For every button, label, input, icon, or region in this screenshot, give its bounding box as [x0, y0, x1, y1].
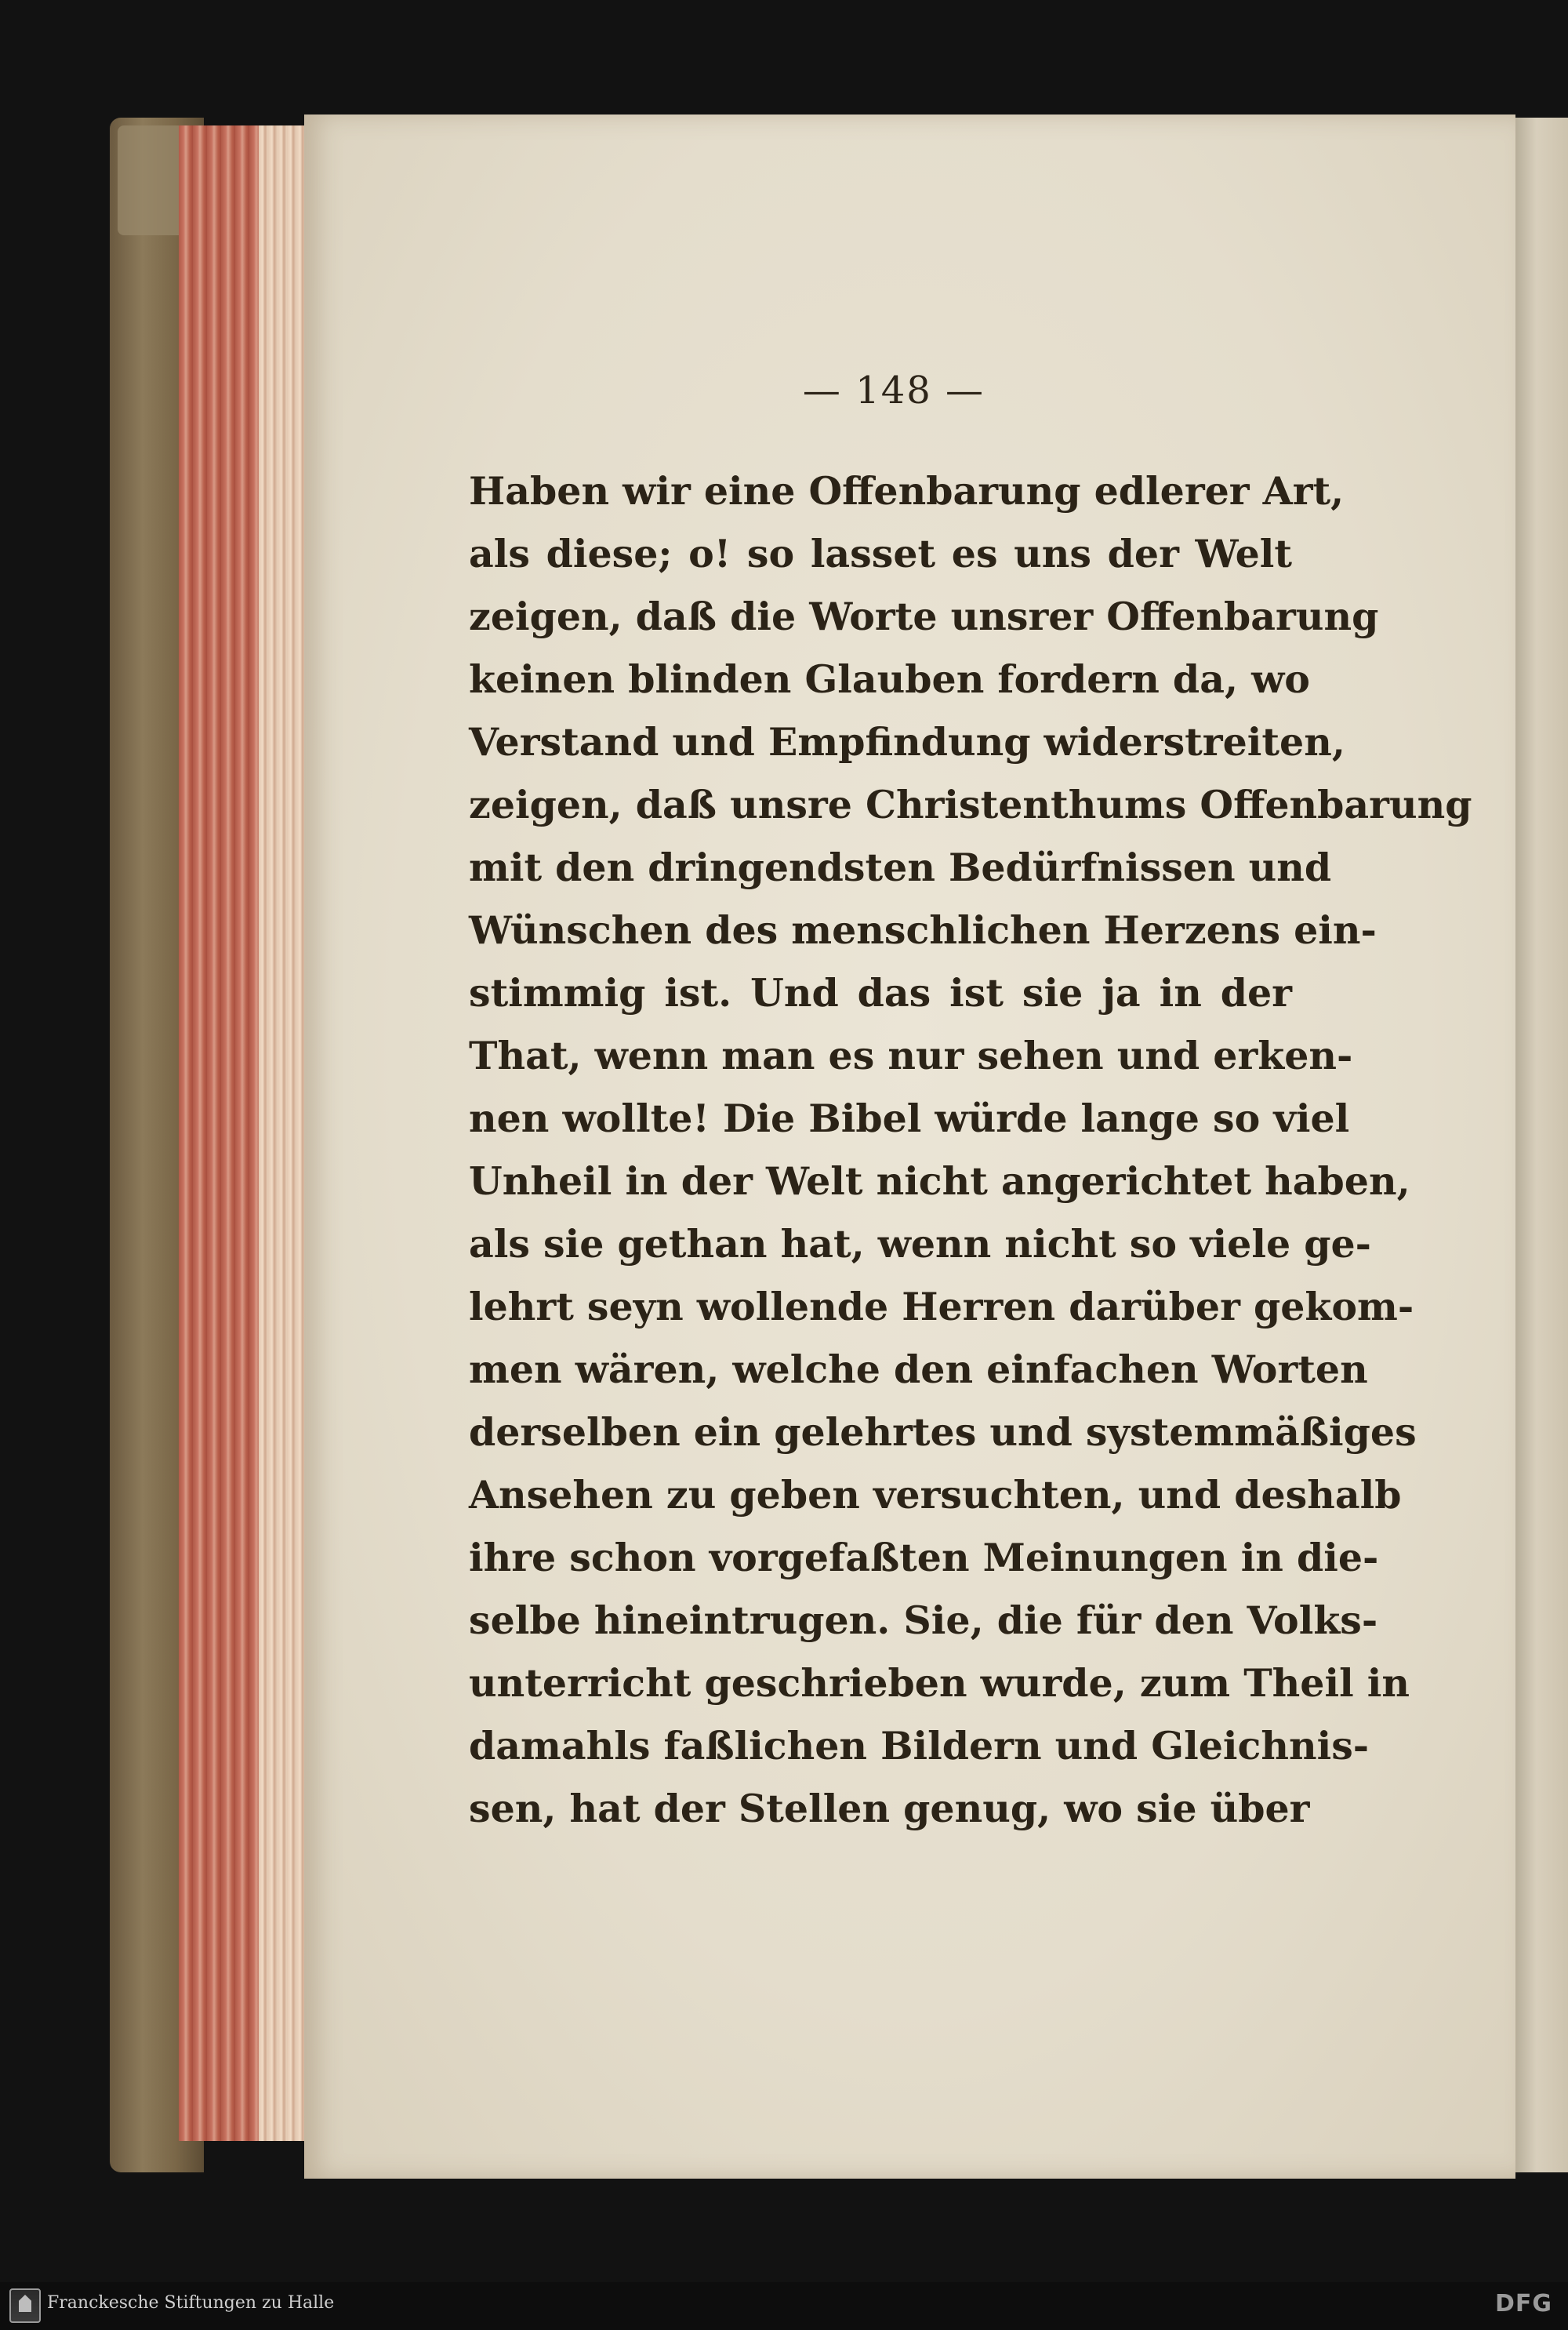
dfg-logo: DFG: [1494, 2290, 1552, 2317]
text-line: keinen blinden Glauben fordern da, wo: [469, 656, 1310, 702]
institution-name: Franckesche Stiftungen zu Halle: [47, 2293, 335, 2313]
text-line: unterricht geschrieben wurde, zum Theil in: [469, 1660, 1410, 1706]
text-line: derselben ein gelehrtes und systemmäßiges: [469, 1409, 1417, 1455]
facing-page-edge: [1515, 118, 1568, 2172]
text-line: zeigen, daß unsre Christenthums Offenbarung: [469, 782, 1472, 827]
text-line: That, wenn man es nur sehen und erken-: [469, 1033, 1353, 1078]
text-line: zeigen, daß die Worte unsrer Offenbarung: [469, 594, 1379, 639]
page-text-block: [469, 460, 1472, 1840]
page-edges-light: [259, 125, 306, 2141]
footer-bar: [0, 2282, 1568, 2330]
text-line: nen wollte! Die Bibel würde lange so viel: [469, 1096, 1350, 1141]
institution-logo-icon: [9, 2288, 41, 2323]
text-line: Unheil in der Welt nicht angerichtet haben,: [469, 1158, 1410, 1204]
text-line: Ansehen zu geben versuchten, und deshalb: [469, 1472, 1402, 1518]
text-line: Wünschen des menschlichen Herzens ein-: [469, 907, 1377, 953]
text-line: als sie gethan hat, wenn nicht so viele ge-: [469, 1221, 1371, 1267]
text-line: sen, hat der Stellen genug, wo sie über: [469, 1786, 1310, 1831]
text-line: Verstand und Empfindung widerstreiten,: [469, 719, 1345, 765]
text-line: Haben wir eine Offenbarung edlerer Art,: [469, 468, 1345, 514]
text-line: stimmig ist. Und das ist sie ja in der: [469, 970, 1292, 1016]
page-number: — 148 —: [802, 369, 985, 413]
text-line: als diese; o! so lasset es uns der Welt: [469, 531, 1292, 576]
text-line: mit den dringendsten Bedürfnissen und: [469, 845, 1332, 890]
text-line: selbe hineintrugen. Sie, die für den Volks-: [469, 1598, 1378, 1643]
text-line: ihre schon vorgefaßten Meinungen in die-: [469, 1535, 1379, 1580]
text-line: men wären, welche den einfachen Worten: [469, 1347, 1368, 1392]
text-line: damahls faßlichen Bildern und Gleichnis-: [469, 1723, 1370, 1768]
text-line: lehrt seyn wollende Herren darüber gekom-: [469, 1284, 1414, 1329]
